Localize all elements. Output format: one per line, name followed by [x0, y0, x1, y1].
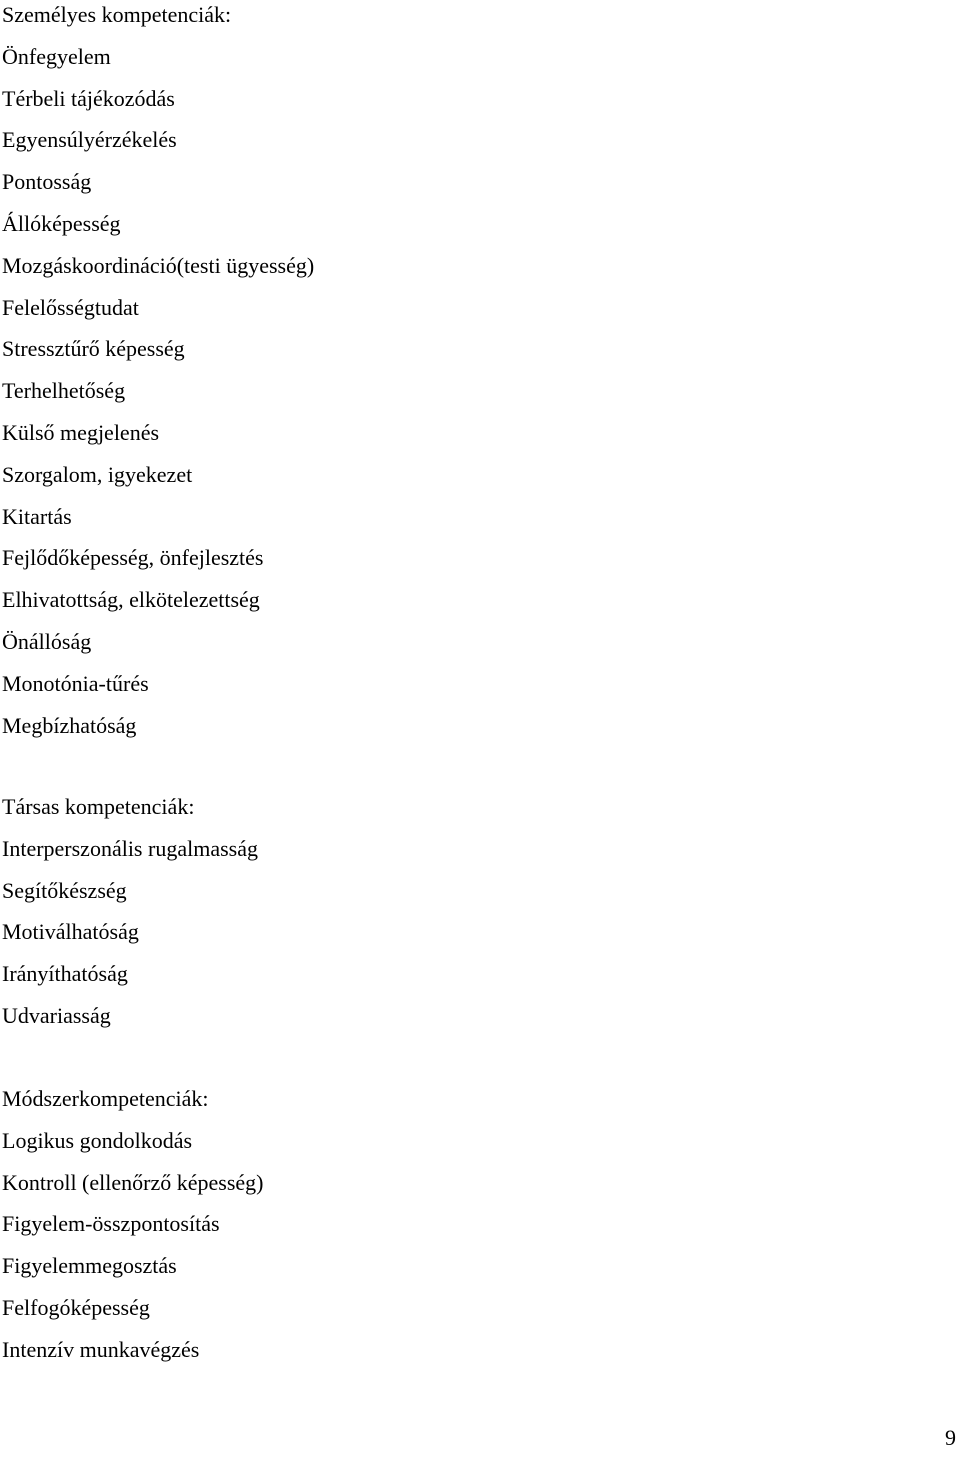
list-item: Pontosság	[2, 169, 92, 195]
list-item: Motiválhatóság	[2, 919, 139, 945]
list-item: Kitartás	[2, 503, 72, 529]
list-item: Felelősségtudat	[2, 294, 139, 320]
section-social-competencies	[2, 786, 902, 1037]
list-item: Elhivatottság, elkötelezettség	[2, 587, 260, 613]
list-item: Külső megjelenés	[2, 419, 160, 445]
list-item: Kontroll (ellenőrző képesség)	[2, 1169, 264, 1195]
page-number: 9	[945, 1425, 956, 1450]
list-item: Felfogóképesség	[2, 1294, 150, 1320]
list-item: Figyelemmegosztás	[2, 1253, 177, 1279]
list-item: Interperszonális rugalmasság	[2, 835, 258, 861]
list-item: Önállóság	[2, 628, 92, 654]
list-item: Intenzív munkavégzés	[2, 1336, 200, 1362]
list-item: Terhelhetőség	[2, 378, 126, 404]
list-item: Logikus gondolkodás	[2, 1127, 193, 1153]
list-item: Állóképesség	[2, 210, 121, 236]
list-item: Irányíthatóság	[2, 961, 128, 987]
section-heading: Társas kompetenciák:	[2, 794, 195, 819]
list-item: Megbízhatóság	[2, 712, 137, 738]
list-item: Egyensúlyérzékelés	[2, 127, 177, 153]
list-item: Monotónia-tűrés	[2, 670, 149, 696]
list-item: Segítőkészség	[2, 877, 127, 903]
list-item: Figyelem-összpontosítás	[2, 1211, 220, 1237]
list-item: Fejlődőképesség, önfejlesztés	[2, 545, 264, 571]
section-heading: Módszerkompetenciák:	[2, 1086, 209, 1111]
list-item: Stressztűrő képesség	[2, 336, 185, 362]
list-item: Mozgáskoordináció(testi ügyesség)	[2, 252, 315, 278]
list-item: Önfegyelem	[2, 43, 111, 69]
list-item: Udvariasság	[2, 1002, 111, 1028]
section-personal-competencies	[2, 0, 902, 746]
list-item: Térbeli tájékozódás	[2, 85, 175, 111]
section-method-competencies	[2, 1078, 902, 1371]
section-heading: Személyes kompetenciák:	[2, 2, 232, 27]
list-item: Szorgalom, igyekezet	[2, 461, 193, 487]
